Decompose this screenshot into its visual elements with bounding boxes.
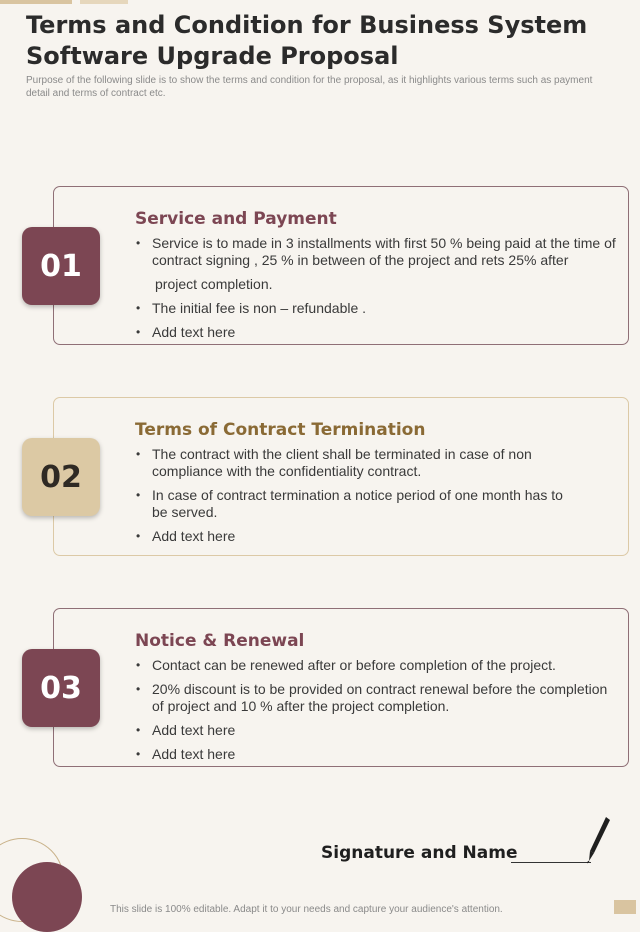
decorative-circle-fill <box>12 862 82 932</box>
bullet-item: • The contract with the client shall be terminated in case of non compliance with the confidentiality contract. <box>136 446 566 480</box>
section-heading: Terms of Contract Termination <box>135 420 426 440</box>
bullet-item: • 20% discount is to be provided on contract renewal before the completion of project and 10 % after the project completion. <box>136 681 614 715</box>
bullet-item: • Add text here <box>136 722 614 739</box>
section-card-service-payment <box>53 186 629 345</box>
bullet-item: • Service is to made in 3 installments with first 50 % being paid at the time of contract signing , 25 % in between of the project and rets 25% after <box>136 235 624 269</box>
bullet-item: • The initial fee is non – refundable . <box>136 300 624 317</box>
top-accent-bar-secondary <box>80 0 128 4</box>
bullet-item: • Add text here <box>136 324 624 341</box>
section-number-badge: 03 <box>22 649 100 727</box>
bullet-item: • Add text here <box>136 528 566 545</box>
top-accent-bar <box>0 0 72 4</box>
bullet-item: • In case of contract termination a notice period of one month has to be served. <box>136 487 566 521</box>
section-heading: Notice & Renewal <box>135 631 305 651</box>
pen-icon <box>582 815 612 865</box>
bullet-item: • Add text here <box>136 746 614 763</box>
section-bullets <box>136 235 624 348</box>
corner-accent <box>614 900 636 914</box>
signature-line <box>511 862 591 863</box>
section-card-contract-termination <box>53 397 629 556</box>
section-number-badge: 02 <box>22 438 100 516</box>
section-bullets <box>136 657 614 770</box>
section-bullets <box>136 446 566 552</box>
page-subtitle: Purpose of the following slide is to show the terms and condition for the proposal, as it highlights various terms such as payment detail and terms of contract etc. <box>26 75 593 99</box>
bullet-item: • Contact can be renewed after or before completion of the project. <box>136 657 614 674</box>
page-title: Terms and Condition for Business System Software Upgrade Proposal <box>26 11 588 70</box>
bullet-item: project completion. <box>155 276 273 292</box>
section-heading: Service and Payment <box>135 209 337 229</box>
footer-note: This slide is 100% editable. Adapt it to your needs and capture your audience's attention. <box>110 904 503 915</box>
signature-label: Signature and Name <box>321 843 518 863</box>
section-number-badge: 01 <box>22 227 100 305</box>
section-card-notice-renewal <box>53 608 629 767</box>
